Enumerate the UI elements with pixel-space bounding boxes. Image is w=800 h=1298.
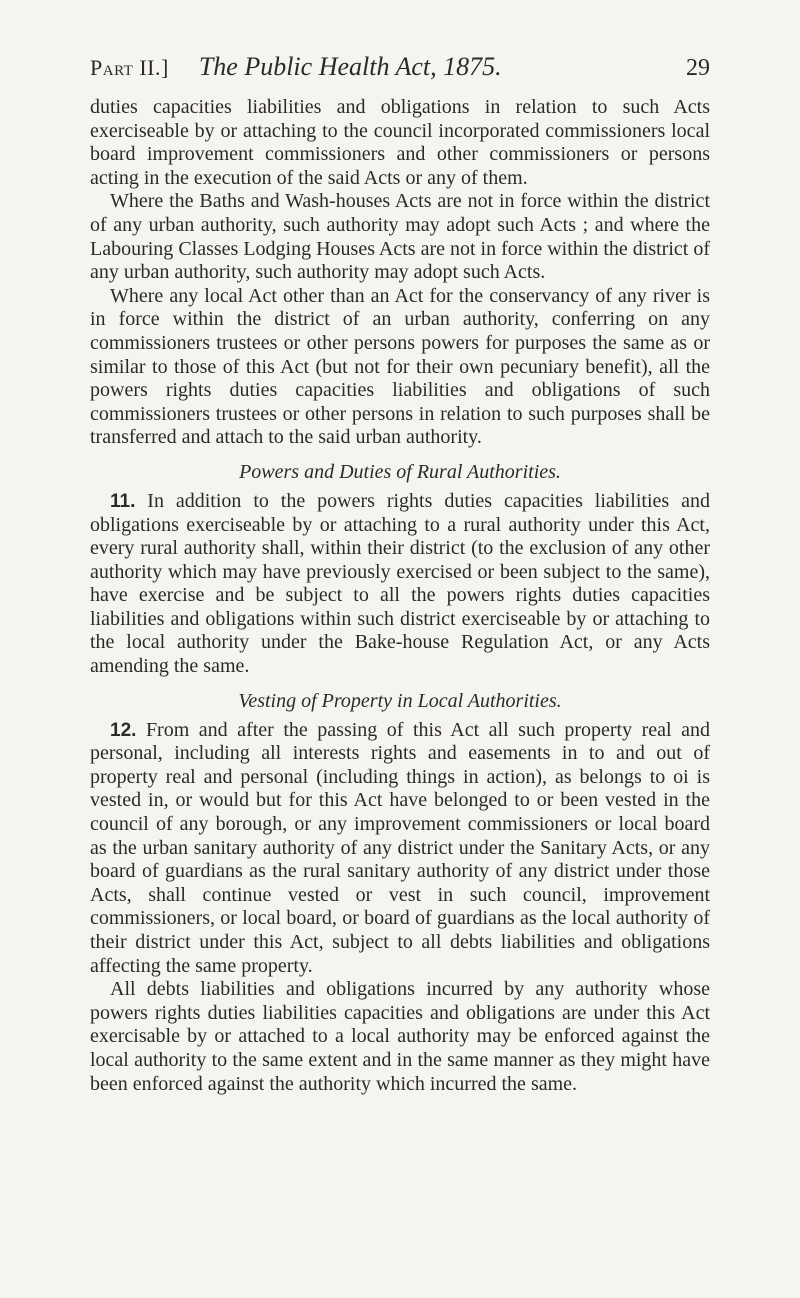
paragraph-baths-washhouses: Where the Baths and Wash-houses Acts are not in force within the district of any urban authority, such authority may adopt such Acts ; and where the Labouring Classes Lodging Houses Acts are not in force within the district of any urban authority, such authority may adopt such Acts. (90, 190, 710, 284)
page-number: 29 (686, 55, 710, 81)
body-text (90, 96, 710, 1096)
section-11 (90, 490, 710, 679)
section-number: 11. (110, 490, 136, 512)
section-heading-rural-authorities: Powers and Duties of Rural Authorities. (239, 460, 561, 483)
section-text: From and after the passing of this Act all such property real and personal, including all interests rights and easements in to and out of property real and personal (including things in action), as belongs to oi is vested in, or would but for this Act have belonged to or been vested in the council of any borough, or any improvement commissioners or local board as the urban sanitary authority of any district under the Sanitary Acts, or any board of guardians as the rural sanitary authority of any district under those Acts, shall continue vested or vest in such council, improvement commissioners, or local board, or board of guardians as the local authority of their district under this Act, subject to all debts liabilities and obligations affecting the same property. (90, 718, 710, 977)
section-number: 12. (110, 719, 137, 741)
section-text: In addition to the powers rights duties capacities liabilities and obligations exerciseable by or attaching to a rural authority under this Act, every rural authority shall, within their district (to the exclusion of any other authority which may have previously exercised or been subject to the same), have exercise and be subject to all the powers rights duties capacities liabilities and obligations within such district exerciseable by or attaching to the local authority under the Bake-house Regulation Act, or any Acts amending the same. (90, 489, 710, 678)
running-head-part: Part II.] (90, 55, 169, 80)
running-head (90, 52, 710, 92)
paragraph-continuation: duties capacities liabilities and obligations in relation to such Acts exerciseable by or attaching to the council incorporated commissioners local board improvement commissioners and other commissioners or persons acting in the execution of the said Acts or any of them. (90, 96, 710, 189)
section-12 (90, 719, 710, 979)
running-head-title: The Public Health Act, 1875. (198, 52, 502, 81)
paragraph-debts-liabilities: All debts liabilities and obligations incurred by any authority whose powers rights duties liabilities capacities and obligations are under this Act exercisable by or attached to a local authority may be enforced against the local authority to the same extent and in the same manner as they might have been enforced against the authority which incurred the same. (90, 978, 710, 1095)
paragraph-local-act: Where any local Act other than an Act for the conservancy of any river is in force within the district of an urban authority, conferring on any commissioners trustees or other persons powers for purposes the same as or similar to those of this Act (but not for their own pecuniary benefit), all the powers rights duties capacities liabilities and obligations of such commissioners trustees or other persons in relation to such purposes shall be transferred and attach to the said urban authority. (90, 284, 710, 449)
section-heading-vesting-property: Vesting of Property in Local Authorities. (238, 689, 562, 712)
